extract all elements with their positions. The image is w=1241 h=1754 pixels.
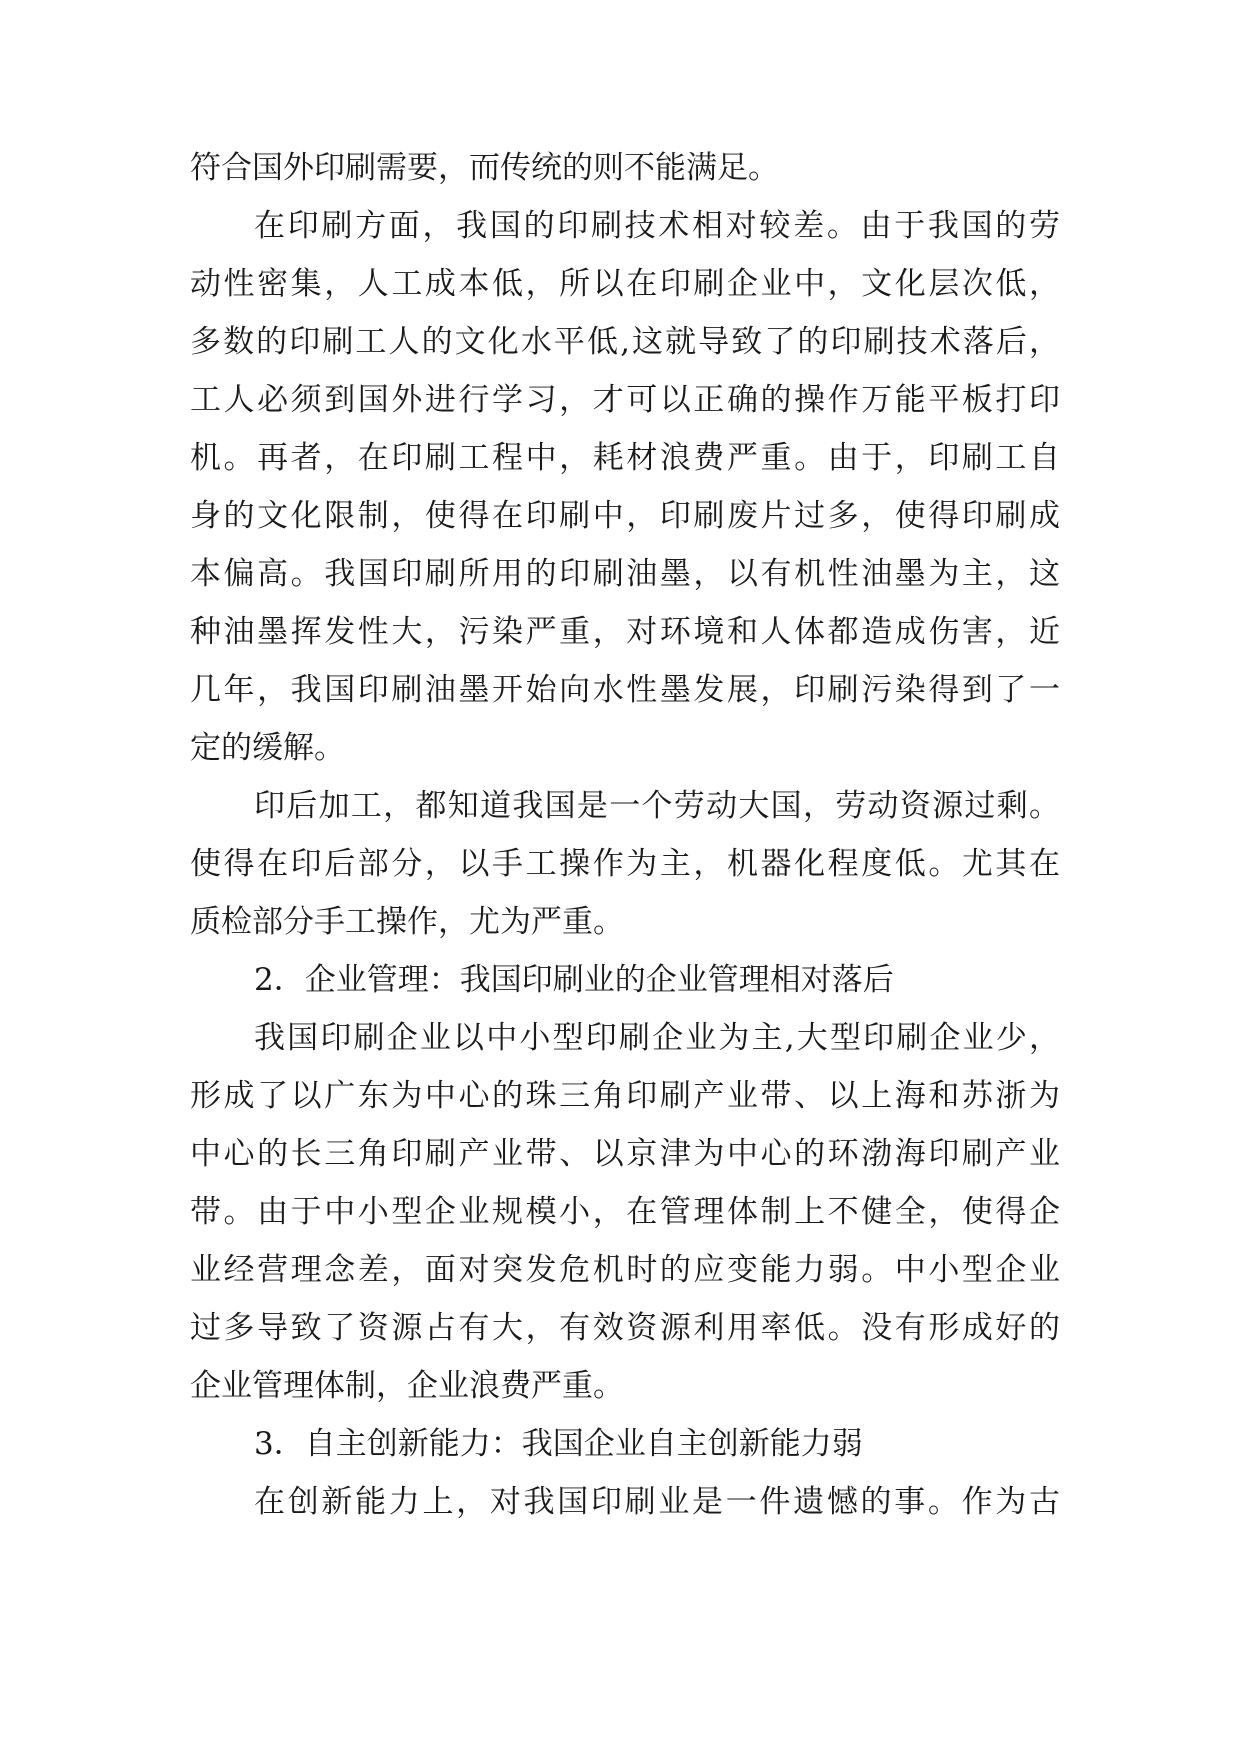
text-line: 在创新能力上，对我国印刷业是一件遗憾的事。作为古	[254, 1484, 1060, 1520]
text-line: 形成了以广东为中心的珠三角印刷产业带、以上海和苏浙为	[190, 1078, 1060, 1114]
text-line: 身的文化限制，使得在印刷中，印刷废片过多，使得印刷成	[190, 498, 1060, 534]
text-line: 在印刷方面，我国的印刷技术相对较差。由于我国的劳	[254, 208, 1060, 244]
text-line: 种油墨挥发性大，污染严重，对环境和人体都造成伤害，近	[190, 614, 1060, 650]
text-line: 企业管理体制，企业浪费严重。	[190, 1368, 624, 1404]
text-line: 机。再者，在印刷工程中，耗材浪费严重。由于，印刷工自	[190, 440, 1060, 476]
section-heading: 2．企业管理：我国印刷业的企业管理相对落后	[254, 962, 894, 998]
text-line: 工人必须到国外进行学习，才可以正确的操作万能平板打印	[190, 382, 1060, 418]
text-line: 质检部分手工操作，尤为严重。	[190, 904, 624, 940]
text-line: 使得在印后部分，以手工操作为主，机器化程度低。尤其在	[190, 846, 1060, 882]
text-line: 定的缓解。	[190, 730, 345, 766]
text-line: 业经营理念差，面对突发危机时的应变能力弱。中小型企业	[190, 1252, 1060, 1288]
text-line: 印后加工，都知道我国是一个劳动大国，劳动资源过剩。	[254, 788, 1060, 824]
text-line: 多数的印刷工人的文化水平低,这就导致了的印刷技术落后，	[190, 324, 1060, 360]
text-line: 动性密集，人工成本低，所以在印刷企业中，文化层次低，	[190, 266, 1060, 302]
text-line: 我国印刷企业以中小型印刷企业为主,大型印刷企业少，	[254, 1020, 1060, 1056]
text-line: 中心的长三角印刷产业带、以京津为中心的环渤海印刷产业	[190, 1136, 1060, 1172]
text-line: 带。由于中小型企业规模小，在管理体制上不健全，使得企	[190, 1194, 1060, 1230]
text-line: 过多导致了资源占有大，有效资源利用率低。没有形成好的	[190, 1310, 1060, 1346]
section-heading: 3．自主创新能力：我国企业自主创新能力弱	[254, 1426, 863, 1462]
text-line: 几年，我国印刷油墨开始向水性墨发展，印刷污染得到了一	[190, 672, 1060, 708]
text-line: 符合国外印刷需要，而传统的则不能满足。	[190, 150, 779, 186]
text-line: 本偏高。我国印刷所用的印刷油墨，以有机性油墨为主，这	[190, 556, 1060, 592]
